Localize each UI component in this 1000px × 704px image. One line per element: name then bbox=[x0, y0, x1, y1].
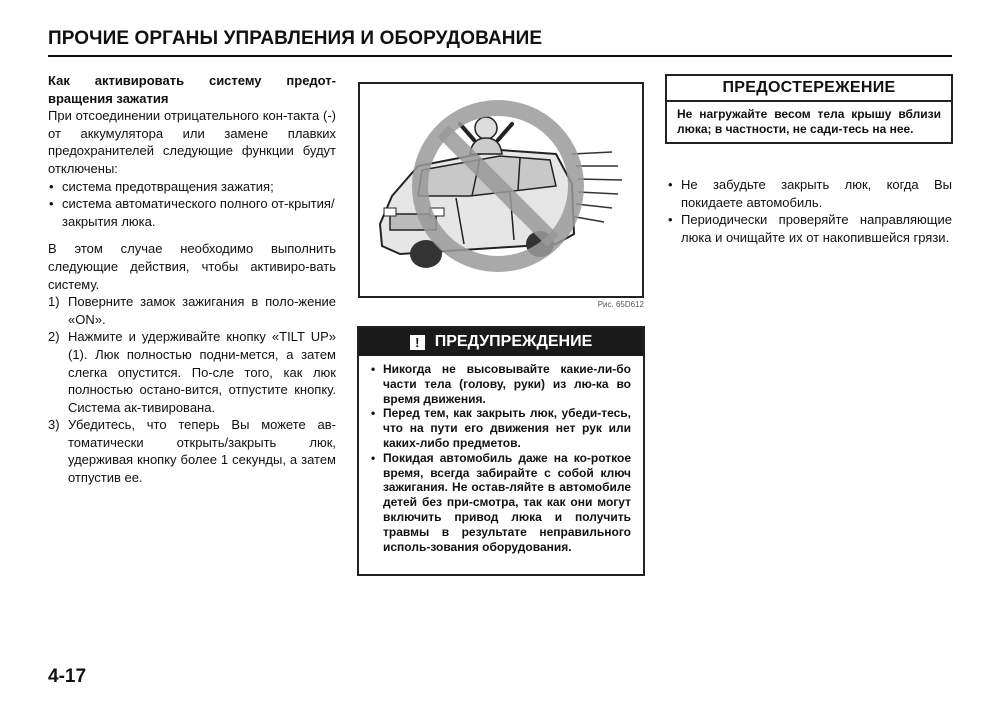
warning-header bbox=[359, 328, 643, 356]
step-text: Нажмите и удерживайте кнопку «TILT UP» (1). Люк полностью подни-мется, а затем слегка опустится. По-сле того, как люк полностью остано-вится, отпустите кнопку. Система ак-тивирована. bbox=[68, 329, 336, 415]
caution-title: ПРЕДОСТЕРЕЖЕНИЕ bbox=[667, 76, 951, 102]
reminder-list bbox=[667, 176, 952, 246]
warning-title: ПРЕДУПРЕЖДЕНИЕ bbox=[434, 333, 593, 350]
exclamation-icon: ! bbox=[410, 335, 425, 350]
prohibition-illustration bbox=[358, 82, 644, 298]
step-number: 1) bbox=[48, 294, 60, 310]
step-text: Поверните замок зажигания в поло-жение «ON». bbox=[68, 294, 336, 327]
intro-paragraph: При отсоединении отрицательного кон-такта (-) от аккумулятора или замене плавких предохранителей следующие функции будут отключены: bbox=[48, 108, 336, 176]
figure-caption: Рис. 65D612 bbox=[597, 300, 644, 309]
page-header bbox=[48, 28, 952, 57]
header-rule bbox=[48, 55, 952, 57]
list-item: • Периодически проверяйте направляющие люка и очищайте их от накопившейся грязи. bbox=[667, 211, 952, 246]
section-subheading: Как активировать систему предот-вращения зажатия bbox=[48, 73, 336, 106]
list-item: • Не забудьте закрыть люк, когда Вы покидаете автомобиль. bbox=[667, 176, 952, 211]
step-number: 2) bbox=[48, 329, 60, 345]
right-column bbox=[667, 176, 952, 246]
procedure-steps bbox=[48, 293, 336, 487]
caution-box bbox=[665, 74, 953, 144]
page-number: 4-17 bbox=[48, 666, 87, 687]
warning-box bbox=[357, 326, 645, 576]
step-item bbox=[48, 293, 336, 328]
step-item bbox=[48, 416, 336, 486]
warning-list bbox=[369, 362, 631, 554]
warning-item: • Никогда не высовывайте какие-ли-бо части тела (голову, руки) из лю-ка во время движения. bbox=[369, 362, 631, 406]
step-text: Убедитесь, что теперь Вы можете ав-томатически открыть/закрыть люк, удерживая кнопку более 1 секунды, а затем отпустив ее. bbox=[68, 417, 336, 486]
warning-item: • Перед тем, как закрыть люк, убеди-тесь, что на пути его движения нет рук или каких-либо предметов. bbox=[369, 406, 631, 450]
car-sunroof-prohibition-icon bbox=[360, 84, 642, 296]
list-item: • система предотвращения зажатия; bbox=[48, 178, 336, 196]
list-item: • система автоматического полного от-крытия/закрытия люка. bbox=[48, 195, 336, 230]
procedure-intro: В этом случае необходимо выполнить следующие действия, чтобы активиро-вать систему. bbox=[48, 241, 336, 292]
warning-item: • Покидая автомобиль даже на ко-роткое время, всегда забирайте с собой ключ зажигания. Не остав-ляйте в автомобиле детей без при-смотра, так как они могут включить привод люка и получить травмы в результате неправильного исполь-зования оборудования. bbox=[369, 451, 631, 555]
disabled-functions-list bbox=[48, 178, 336, 231]
step-number: 3) bbox=[48, 417, 60, 433]
caution-text: Не нагружайте весом тела крышу вблизи люка; в частности, не сади-тесь на нее. bbox=[677, 107, 941, 136]
page-title: ПРОЧИЕ ОРГАНЫ УПРАВЛЕНИЯ И ОБОРУДОВАНИЕ bbox=[48, 28, 543, 49]
step-item bbox=[48, 328, 336, 416]
left-column bbox=[48, 72, 336, 487]
